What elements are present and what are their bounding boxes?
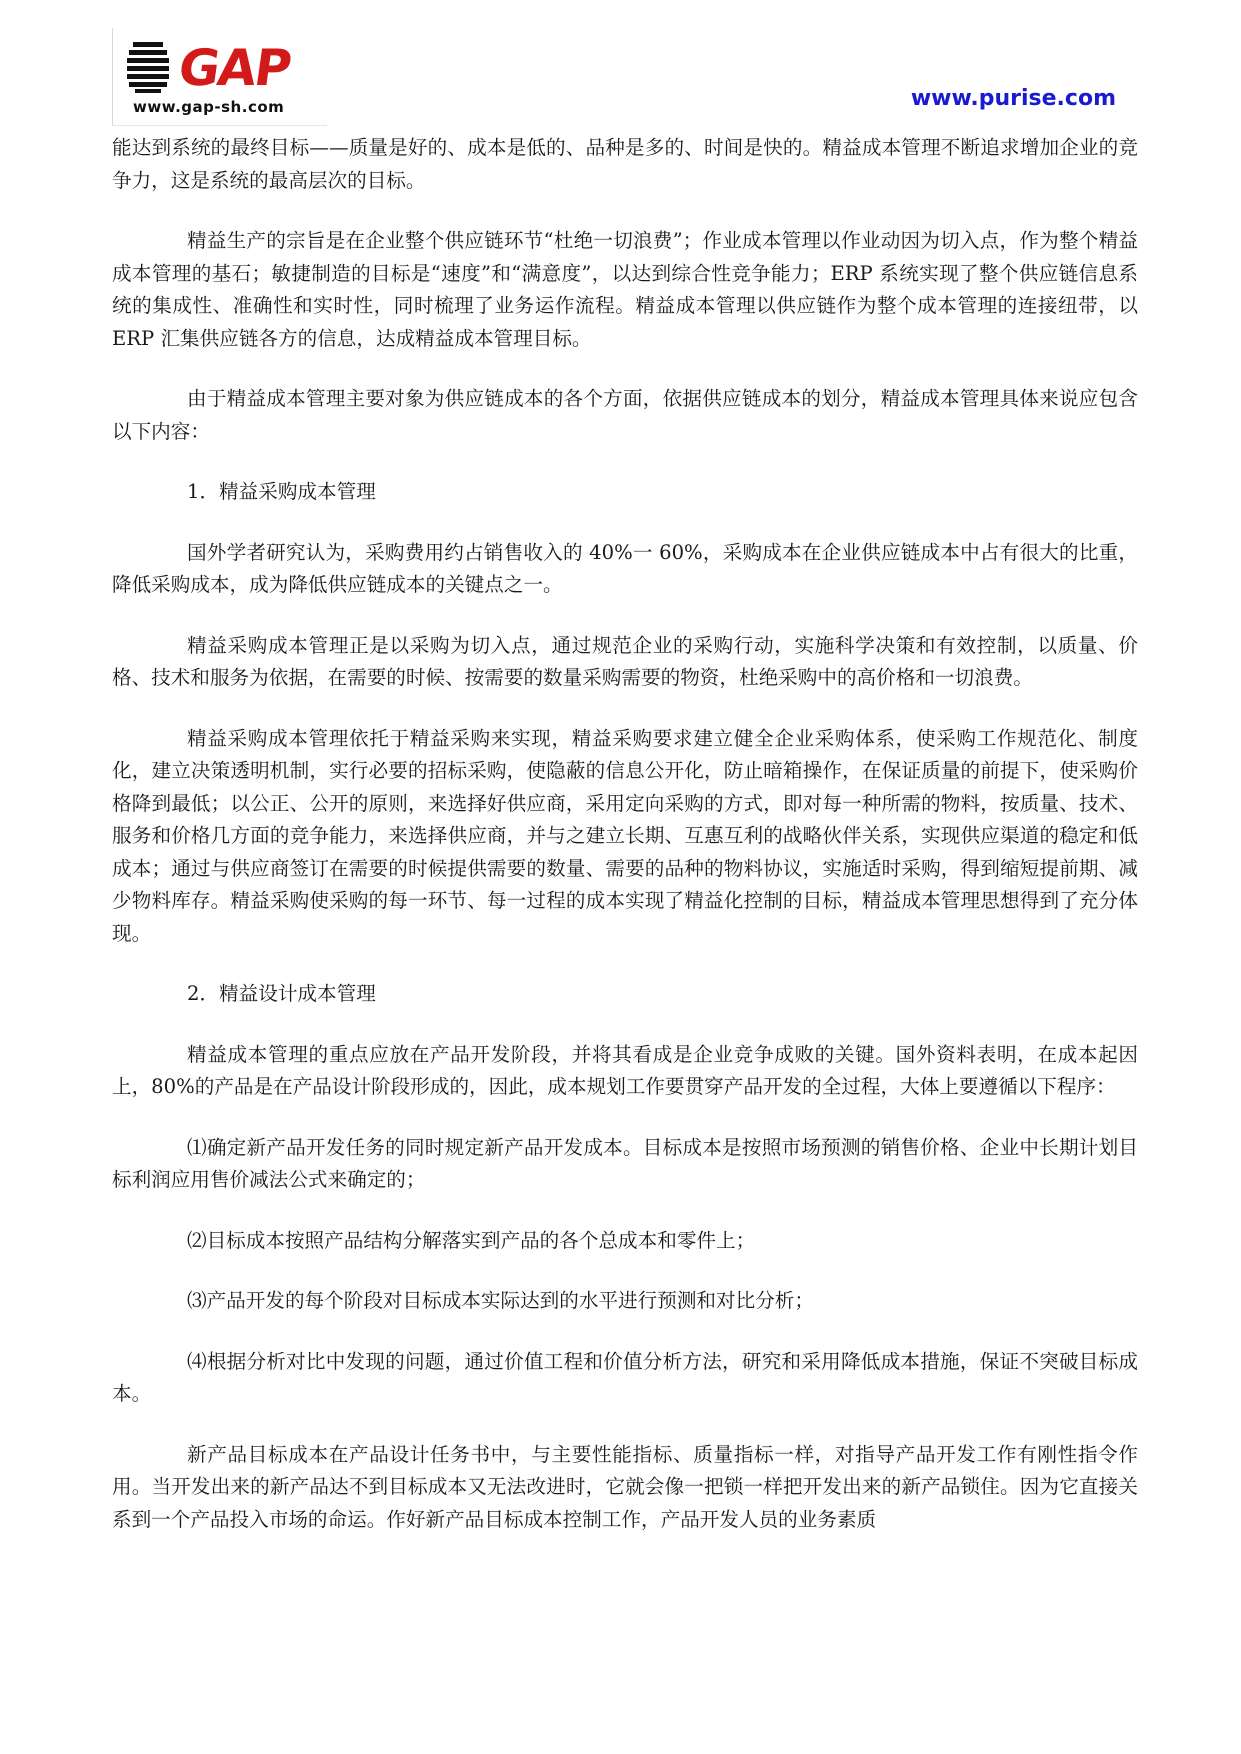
list-item-3: ⑶产品开发的每个阶段对目标成本实际达到的水平进行预测和对比分析；	[187, 1289, 814, 1312]
paragraph-7: 精益成本管理的重点应放在产品开发阶段，并将其看成是企业竞争成败的关键。国外资料表明，在成本起因上，80%的产品是在产品设计阶段形成的，因此，成本规划工作要贯穿产品开发的全过程，大体上要遵循以下程序：	[112, 1042, 1138, 1098]
logo-wordmark: GAP	[174, 39, 294, 97]
paragraph-4: 国外学者研究认为，采购费用约占销售收入的 40%一 60%，采购成本在企业供应链成本中占有很大的比重，降低采购成本，成为降低供应链成本的关键点之一。	[112, 540, 1138, 596]
site-link[interactable]: www.purise.com	[910, 86, 1116, 111]
paragraph-3: 由于精益成本管理主要对象为供应链成本的各个方面，依据供应链成本的划分，精益成本管理具体来说应包含以下内容：	[112, 387, 1138, 443]
section-heading-1: 1．精益采购成本管理	[187, 480, 376, 503]
list-item-4: ⑷根据分析对比中发现的问题，通过价值工程和价值分析方法，研究和采用降低成本措施，保证不突破目标成本。	[112, 1349, 1138, 1405]
list-item-2: ⑵目标成本按照产品结构分解落实到产品的各个总成本和零件上；	[187, 1228, 756, 1252]
paragraph-2: 精益生产的宗旨是在企业整个供应链环节“杜绝一切浪费”；作业成本管理以作业动因为切入点，作为整个精益成本管理的基石；敏捷制造的目标是“速度”和“满意度”，以达到综合性竞争能力；ERP 系统实现了整个供应链信息系统的集成性、准确性和实时性，同时梳理了业务运作流程。精益成本管理以供应链作为整个成本管理的连接纽带，以 ERP 汇集供应链各方的信息，达成精益成本管理目标。	[112, 229, 1138, 350]
page-header	[0, 0, 1241, 130]
gap-logo	[112, 28, 327, 126]
paragraph-5: 精益采购成本管理正是以采购为切入点，通过规范企业的采购行动，实施科学决策和有效控制，以质量、价格、技术和服务为依据，在需要的时候、按需要的数量采购需要的物资，杜绝采购中的高价格和一切浪费。	[112, 633, 1138, 689]
section-heading-2: 2．精益设计成本管理	[187, 982, 376, 1005]
paragraph-8: 新产品目标成本在产品设计任务书中，与主要性能指标、质量指标一样，对指导产品开发工作有刚性指令作用。当开发出来的新产品达不到目标成本又无法改进时，它就会像一把锁一样把开发出来的新产品锁住。因为它直接关系到一个产品投入市场的命运。作好新产品目标成本控制工作，产品开发人员的业务素质	[112, 1442, 1138, 1531]
paragraph-6: 精益采购成本管理依托于精益采购来实现，精益采购要求建立健全企业采购体系，使采购工作规范化、制度化，建立决策透明机制，实行必要的招标采购，使隐蔽的信息公开化，防止暗箱操作，在保证质量的前提下，使采购价格降到最低；以公正、公开的原则，来选择好供应商，采用定向采购的方式，即对每一种所需的物料，按质量、技术、服务和价格几方面的竞争能力，来选择供应商，并与之建立长期、互惠互利的战略伙伴关系，实现供应渠道的稳定和低成本；通过与供应商签订在需要的时候提供需要的数量、需要的品种的物料协议，实施适时采购，得到缩短提前期、减少物料库存。精益采购使采购的每一环节、每一过程的成本实现了精益化控制的目标，精益成本管理思想得到了充分体现。	[112, 726, 1138, 945]
globe-logo-icon	[127, 40, 169, 94]
paragraph-1: 能达到系统的最终目标——质量是好的、成本是低的、品种是多的、时间是快的。精益成本管理不断追求增加企业的竞争力，这是系统的最高层次的目标。	[112, 136, 1138, 192]
document-body	[112, 132, 1138, 1564]
logo-url: www.gap-sh.com	[133, 98, 285, 116]
list-item-1: ⑴确定新产品开发任务的同时规定新产品开发成本。目标成本是按照市场预测的销售价格、企业中长期计划目标利润应用售价减法公式来确定的；	[112, 1135, 1138, 1191]
